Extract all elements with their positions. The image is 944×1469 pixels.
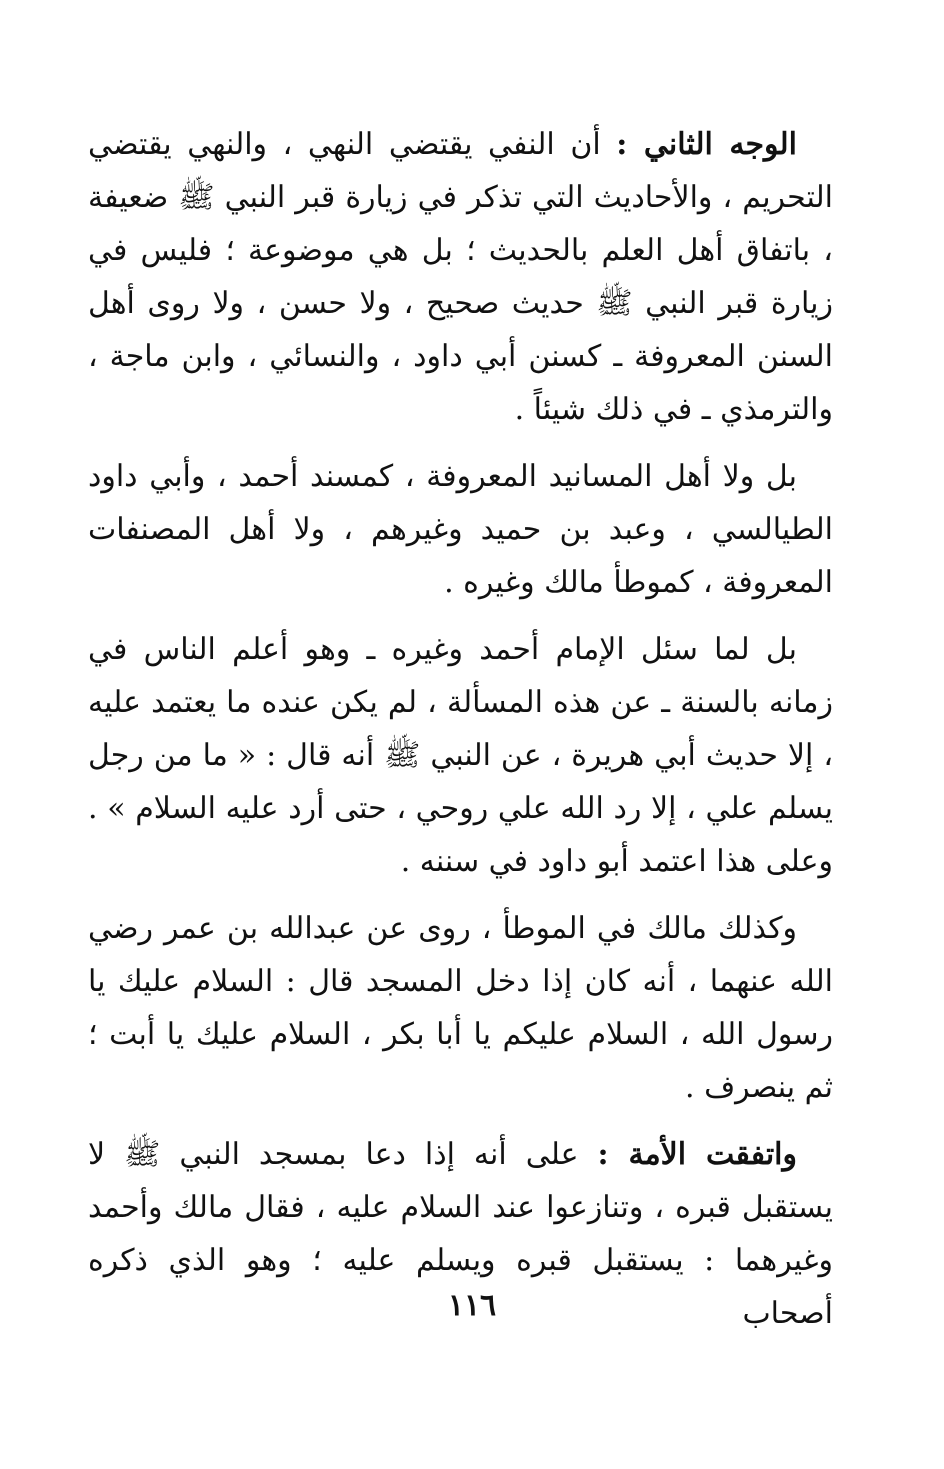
page-number: ١١٦: [447, 1288, 497, 1323]
paragraph-5-lead: واتفقت الأمة :: [597, 1137, 797, 1172]
paragraph-3: [88, 623, 833, 888]
paragraph-4-text: وكذلك مالك في الموطأ ، روى عن عبدالله بن عمر رضي الله عنهما ، أنه كان إذا دخل المسجد قال : السلام عليك يا رسول الله ، السلام عليكم يا أبا بكر ، السلام عليك يا أبت ؛ ثم ينصرف .: [88, 911, 833, 1105]
paragraph-2: [88, 450, 833, 609]
paragraph-2-text: بل ولا أهل المسانيد المعروفة ، كمسند أحمد ، وأبي داود الطيالسي ، وعبد بن حميد وغيرهم ، ولا أهل المصنفات المعروفة ، كموطأ مالك وغيره .: [88, 459, 833, 600]
paragraph-1: [88, 118, 833, 436]
paragraph-1-text: أن النفي يقتضي النهي ، والنهي يقتضي التحريم ، والأحاديث التي تذكر في زيارة قبر النبي ﷺ ضعيفة ، باتفاق أهل العلم بالحديث ؛ بل هي موضوعة ؛ فليس في زيارة قبر النبي ﷺ حديث صحيح ، ولا حسن ، ولا روى أهل السنن المعروفة ـ كسنن أبي داود ، والنسائي ، وابن ماجة ، والترمذي ـ في ذلك شيئاً .: [88, 127, 833, 427]
paragraph-4: [88, 902, 833, 1114]
paragraph-3-text: بل لما سئل الإمام أحمد وغيره ـ وهو أعلم الناس في زمانه بالسنة ـ عن هذه المسألة ، لم يكن عنده ما يعتمد عليه ، إلا حديث أبي هريرة ، عن النبي ﷺ أنه قال : « ما من رجل يسلم علي ، إلا رد الله علي روحي ، حتى أرد عليه السلام » . وعلى هذا اعتمد أبو داود في سننه .: [88, 632, 833, 879]
body-text: [88, 118, 833, 1354]
paragraph-5-text: على أنه إذا دعا بمسجد النبي ﷺ لا يستقبل قبره ، وتنازعوا عند السلام عليه ، فقال مالك وأحمد وغيرهما : يستقبل قبره ويسلم عليه ؛ وهو الذي ذكره أصحاب: [88, 1137, 833, 1331]
paragraph-1-lead: الوجه الثاني :: [616, 127, 797, 162]
